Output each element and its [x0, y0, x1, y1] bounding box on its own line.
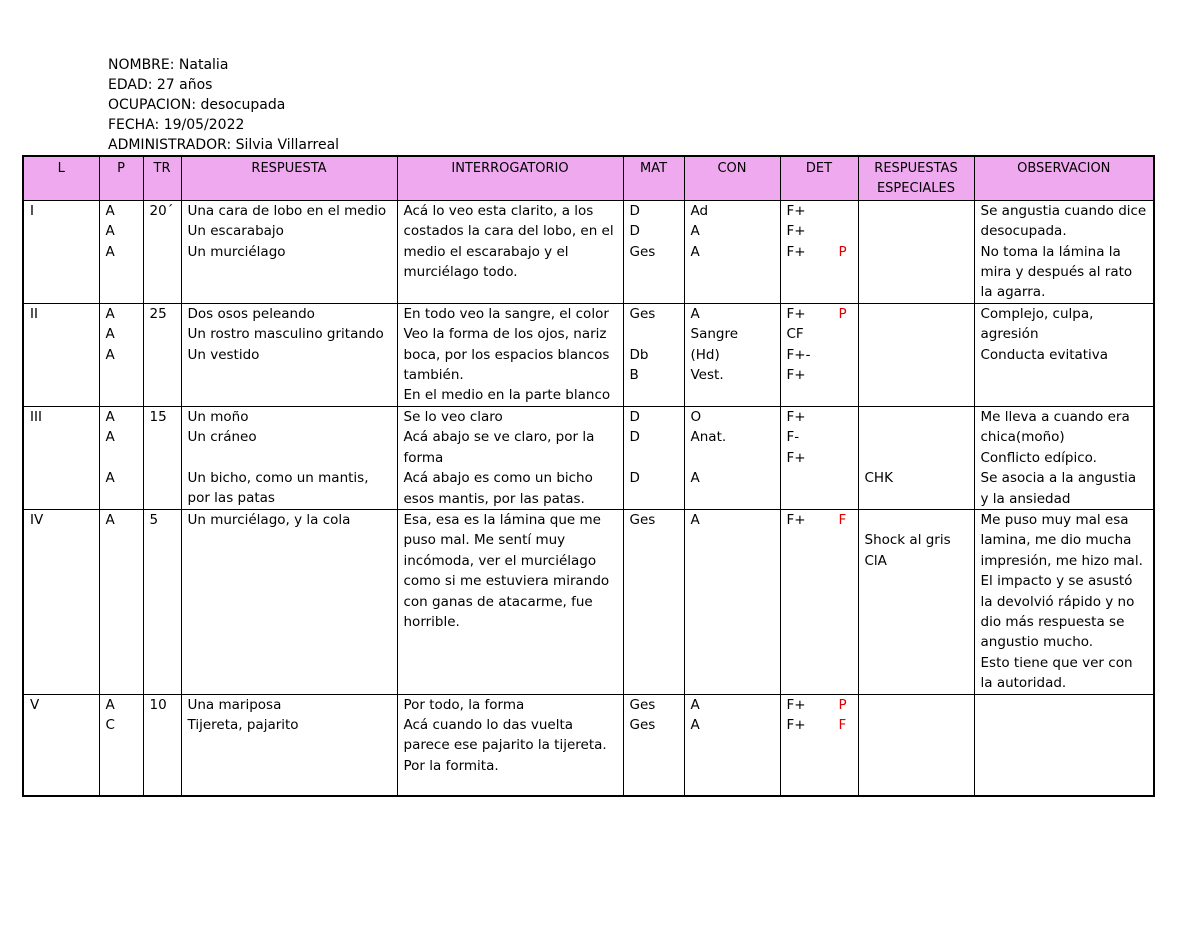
- fecha-field: FECHA: 19/05/2022: [108, 117, 245, 133]
- con-line: Vest.: [690, 367, 724, 384]
- con-line: A: [690, 716, 700, 733]
- con-cell: [684, 303, 780, 406]
- observacion-cell: [974, 509, 1154, 694]
- interrogatorio-line: Acá lo veo esta clarito, a los costados la cara del lobo, en el medio el escarabajo y el murciélago todo.: [403, 202, 614, 281]
- p-cell: [99, 200, 143, 303]
- especiales-cell: [858, 303, 974, 406]
- respuesta-line: Tijereta, pajarito: [187, 716, 299, 733]
- det-cell: [780, 694, 858, 796]
- con-line: (Hd): [690, 346, 720, 363]
- det-mark: F: [838, 511, 847, 528]
- administrador-field: ADMINISTRADOR: Silvia Villarreal: [108, 137, 340, 153]
- p-line: A: [105, 511, 115, 528]
- lamina-cell: III: [23, 406, 99, 509]
- interrogatorio-cell: [397, 509, 623, 694]
- table-row: [23, 509, 1154, 694]
- det-code: CF: [786, 326, 804, 343]
- respuesta-line: Un murciélago, y la cola: [187, 511, 351, 528]
- col-header-p: P: [99, 156, 143, 200]
- especiales-line: CHK: [864, 470, 893, 487]
- col-header-observacion: OBSERVACION: [974, 156, 1154, 200]
- interrogatorio-cell: [397, 200, 623, 303]
- table-row: [23, 200, 1154, 303]
- especiales-blank: [865, 448, 968, 468]
- det-code: F+: [786, 511, 806, 528]
- det-line: [787, 201, 852, 221]
- interrogatorio-line: En el medio en la parte blanco: [403, 387, 611, 404]
- ocupacion-field: OCUPACION: desocupada: [108, 97, 286, 113]
- det-code: F+: [786, 305, 806, 322]
- table-row: [23, 406, 1154, 509]
- interrogatorio-line: Se lo veo claro: [403, 408, 503, 425]
- especiales-cell: [858, 694, 974, 796]
- nombre-field: NOMBRE: Natalia: [108, 57, 229, 73]
- det-code: F-: [786, 429, 800, 446]
- p-cell: [99, 303, 143, 406]
- p-line: A: [105, 408, 115, 425]
- det-cell: [780, 200, 858, 303]
- p-line: A: [105, 326, 115, 343]
- det-code: F+: [786, 243, 806, 260]
- det-mark: F: [838, 716, 847, 733]
- p-blank: [106, 448, 137, 468]
- con-cell: [684, 694, 780, 796]
- especiales-cell: [858, 200, 974, 303]
- mat-cell: [623, 406, 684, 509]
- especiales-blank: [865, 407, 968, 427]
- col-header-con: CON: [684, 156, 780, 200]
- interrogatorio-line: Por todo, la forma: [403, 696, 525, 713]
- mat-line: Ges: [629, 305, 656, 322]
- mat-line: D: [629, 202, 640, 219]
- p-cell: [99, 406, 143, 509]
- observacion-line: Esto tiene que ver con la autoridad.: [980, 654, 1133, 692]
- det-line: [787, 304, 852, 324]
- respuesta-line: Una mariposa: [187, 696, 282, 713]
- det-line: [787, 407, 852, 427]
- observacion-cell: [974, 200, 1154, 303]
- observacion-line: Se angustia cuando dice desocupada.: [980, 202, 1147, 240]
- p-cell: [99, 694, 143, 796]
- mat-line: Ges: [629, 511, 656, 528]
- respuesta-cell: [181, 303, 397, 406]
- con-line: Anat.: [690, 429, 727, 446]
- con-line: Ad: [690, 202, 709, 219]
- respuesta-line: Un vestido: [187, 346, 260, 363]
- interrogatorio-line: Veo la forma de los ojos, nariz boca, por los espacios blancos también.: [403, 326, 610, 384]
- mat-cell: [623, 509, 684, 694]
- det-code: F+: [786, 202, 806, 219]
- interrogatorio-cell: [397, 303, 623, 406]
- observacion-line: Conducta evitativa: [980, 346, 1109, 363]
- det-line: [787, 695, 852, 715]
- det-line: [787, 448, 852, 468]
- respuesta-line: Un cráneo: [187, 429, 257, 446]
- mat-line: Db: [629, 346, 649, 363]
- mat-line: Ges: [629, 696, 656, 713]
- det-line: [787, 510, 852, 530]
- det-mark: P: [838, 696, 847, 713]
- mat-line: D: [629, 470, 640, 487]
- det-cell: [780, 303, 858, 406]
- p-line: A: [105, 243, 115, 260]
- p-line: A: [105, 305, 115, 322]
- mat-line: D: [629, 223, 640, 240]
- con-line: A: [690, 223, 700, 240]
- det-code: F+-: [786, 346, 811, 363]
- det-cell: [780, 509, 858, 694]
- col-header-tr: TR: [143, 156, 181, 200]
- interrogatorio-line: En todo veo la sangre, el color: [403, 305, 609, 322]
- rorschach-table: [22, 155, 1155, 797]
- lamina-cell: V: [23, 694, 99, 796]
- det-line: [787, 221, 852, 241]
- con-cell: [684, 200, 780, 303]
- con-line: A: [690, 470, 700, 487]
- header-row: [23, 156, 1154, 200]
- tiempo-reaccion-cell: 10: [143, 694, 181, 796]
- col-header-mat: MAT: [623, 156, 684, 200]
- table-row: [23, 694, 1154, 796]
- table-row: [23, 303, 1154, 406]
- especiales-blank: [865, 427, 968, 447]
- especiales-line: ClA: [864, 552, 887, 569]
- det-line: [787, 242, 852, 262]
- p-line: A: [105, 346, 115, 363]
- observacion-line: Se asocia a la angustia y la ansiedad: [980, 470, 1137, 507]
- det-mark: P: [838, 305, 847, 322]
- respuesta-cell: [181, 509, 397, 694]
- p-line: A: [105, 470, 115, 487]
- edad-field: EDAD: 27 años: [108, 77, 213, 93]
- respuesta-line: Un rostro masculino gritando: [187, 326, 384, 343]
- respuesta-cell: [181, 694, 397, 796]
- observacion-line: Me lleva a cuando era chica(moño): [980, 408, 1130, 446]
- observacion-cell: [974, 303, 1154, 406]
- respuesta-line: Un moño: [187, 408, 249, 425]
- mat-line: B: [629, 367, 639, 384]
- lamina-cell: IV: [23, 509, 99, 694]
- det-code: F+: [786, 716, 806, 733]
- observacion-line: Conflicto edípico.: [980, 449, 1097, 466]
- observacion-line: No toma la lámina la mira y después al rato la agarra.: [980, 243, 1133, 301]
- lamina-cell: I: [23, 200, 99, 303]
- observacion-line: El impacto y se asustó la devolvió rápido y no dio más respuesta se angustio mucho.: [980, 573, 1135, 651]
- p-line: A: [105, 429, 115, 446]
- mat-blank: [630, 324, 678, 344]
- p-cell: [99, 509, 143, 694]
- interrogatorio-line: Acá abajo es como un bicho esos mantis, por las patas.: [403, 470, 593, 507]
- con-line: A: [690, 696, 700, 713]
- con-line: A: [690, 243, 700, 260]
- especiales-blank: [865, 510, 968, 530]
- observacion-cell: [974, 406, 1154, 509]
- col-header-l: L: [23, 156, 99, 200]
- p-line: A: [105, 696, 115, 713]
- det-line: [787, 715, 852, 735]
- respuesta-blank: [188, 448, 391, 468]
- con-line: A: [690, 305, 700, 322]
- mat-cell: [623, 694, 684, 796]
- patient-header: [108, 55, 339, 155]
- respuesta-line: Una cara de lobo en el medio: [187, 202, 387, 219]
- tiempo-reaccion-cell: 5: [143, 509, 181, 694]
- col-header-det: DET: [780, 156, 858, 200]
- p-line: A: [105, 202, 115, 219]
- det-code: F+: [786, 449, 806, 466]
- mat-line: D: [629, 408, 640, 425]
- tiempo-reaccion-cell: 20´: [143, 200, 181, 303]
- det-cell: [780, 406, 858, 509]
- col-header-interrogatorio: INTERROGATORIO: [397, 156, 623, 200]
- observacion-line: Me puso muy mal esa lamina, me dio mucha impresión, me hizo mal.: [980, 511, 1143, 569]
- con-line: O: [690, 408, 702, 425]
- det-code: F+: [786, 696, 806, 713]
- con-blank: [691, 448, 774, 468]
- det-line: [787, 345, 852, 365]
- interrogatorio-line: Esa, esa es la lámina que me puso mal. Me sentí muy incómoda, ver el murciélago como si me estuviera mirando con ganas de atacarme, fue horrible.: [403, 511, 610, 630]
- mat-line: Ges: [629, 243, 656, 260]
- especiales-cell: [858, 509, 974, 694]
- respuesta-line: Un murciélago: [187, 243, 286, 260]
- con-cell: [684, 406, 780, 509]
- mat-line: Ges: [629, 716, 656, 733]
- tiempo-reaccion-cell: 15: [143, 406, 181, 509]
- respuesta-cell: [181, 200, 397, 303]
- interrogatorio-cell: [397, 406, 623, 509]
- con-line: Sangre: [690, 326, 739, 343]
- det-code: F+: [786, 408, 806, 425]
- respuesta-line: Dos osos peleando: [187, 305, 315, 322]
- det-line: [787, 427, 852, 447]
- det-code: F+: [786, 223, 806, 240]
- det-code: F+: [786, 367, 806, 384]
- lamina-cell: II: [23, 303, 99, 406]
- p-line: A: [105, 223, 115, 240]
- especiales-cell: [858, 406, 974, 509]
- especiales-line: Shock al gris: [864, 532, 951, 549]
- p-line: C: [105, 716, 115, 733]
- mat-cell: [623, 303, 684, 406]
- respuesta-cell: [181, 406, 397, 509]
- interrogatorio-line: Por la formita.: [403, 757, 499, 774]
- col-header-especiales: RESPUESTAS ESPECIALES: [858, 156, 974, 200]
- col-header-respuesta: RESPUESTA: [181, 156, 397, 200]
- mat-blank: [630, 448, 678, 468]
- table-body: [23, 200, 1154, 796]
- tiempo-reaccion-cell: 25: [143, 303, 181, 406]
- respuesta-line: Un bicho, como un mantis, por las patas: [187, 470, 369, 507]
- observacion-line: Complejo, culpa, agresión: [980, 305, 1094, 343]
- mat-line: D: [629, 429, 640, 446]
- det-mark: P: [838, 243, 847, 260]
- det-line: [787, 324, 852, 344]
- con-cell: [684, 509, 780, 694]
- respuesta-line: Un escarabajo: [187, 223, 284, 240]
- interrogatorio-cell: [397, 694, 623, 796]
- mat-cell: [623, 200, 684, 303]
- interrogatorio-line: Acá cuando lo das vuelta parece ese pajarito la tijereta.: [403, 716, 607, 754]
- con-line: A: [690, 511, 700, 528]
- interrogatorio-line: Acá abajo se ve claro, por la forma: [403, 429, 595, 466]
- observacion-cell: [974, 694, 1154, 796]
- det-line: [787, 365, 852, 385]
